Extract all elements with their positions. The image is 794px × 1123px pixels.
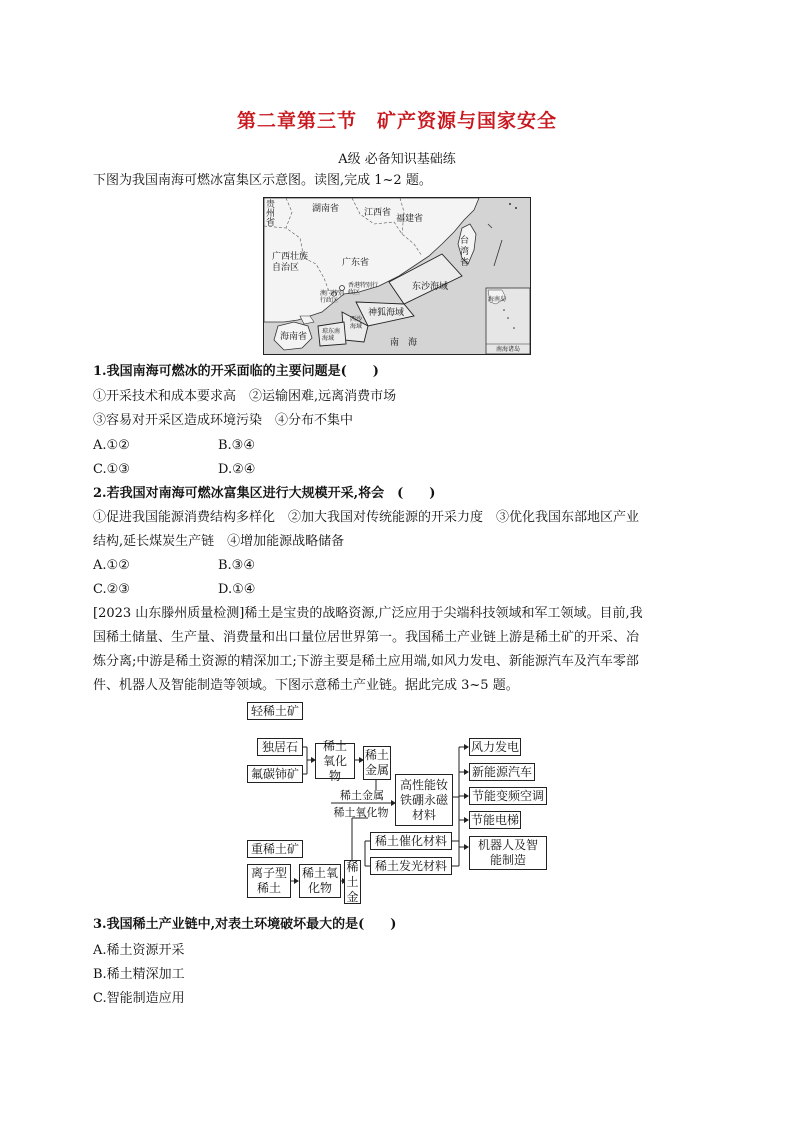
label-taiwan: 台湾省 — [460, 236, 470, 268]
box-metal-1: 稀土金属 — [363, 746, 391, 780]
box-ionic-ore: 离子型稀土 — [247, 864, 291, 898]
box-oxide-2: 稀土氧化物 — [299, 864, 341, 898]
q1-stem: 1.我国南海可燃冰的开采面临的主要问题是( ) — [93, 364, 379, 379]
box-catalyst: 稀土催化材料 — [370, 832, 452, 850]
intro-text: 下图为我国南海可燃冰富集区示意图。读图,完成 1~2 题。 — [93, 173, 432, 188]
box-ndfeb-magnet: 高性能钕铁硼永磁材料 — [395, 774, 453, 826]
label-shenhu: 神狐海域 — [368, 308, 405, 318]
passage-line-3: 炼分离;中游是稀土资源的精深加工;下游主要是稀土应用端,如风力发电、新能源汽车及汽车零部 — [93, 654, 639, 669]
q2-choice-c[interactable]: C.②③ — [93, 582, 130, 597]
label-metal-flow: 稀土金属 — [340, 788, 384, 802]
box-bastnaesite: 氟碳铈矿 — [247, 765, 303, 783]
box-wind-power: 风力发电 — [469, 738, 521, 756]
page-title: 第二章第三节 矿产资源与国家安全 — [236, 110, 557, 132]
box-light-ore: 轻稀土矿 — [247, 702, 303, 720]
box-inverter-ac: 节能变频空调 — [469, 787, 547, 805]
box-heavy-ore: 重稀土矿 — [247, 840, 303, 858]
label-hainan-inset: 海南岛 — [488, 296, 507, 303]
box-nev: 新能源汽车 — [469, 763, 535, 781]
q1-choice-d[interactable]: D.②④ — [218, 462, 256, 477]
box-robotics: 机器人及智能制造 — [469, 836, 547, 870]
label-guizhou: 贵州省 — [266, 200, 276, 228]
q2-opts-a: ①促进我国能源消费结构多样化 ②加大我国对传统能源的开采力度 ③优化我国东部地区产业 — [93, 510, 640, 525]
q1-choice-a[interactable]: A.①② — [93, 438, 130, 453]
q1-opts-b: ③容易对开采区造成环境污染 ④分布不集中 — [93, 413, 354, 428]
box-elevator: 节能电梯 — [469, 811, 521, 829]
rare-earth-chain-diagram — [245, 700, 550, 905]
label-xisha: 西沙海域 — [350, 316, 363, 330]
passage-line-1: [2023 山东滕州质量检测]稀土是宝贵的战略资源,广泛应用于尖端科技领域和军工领域。目前,我 — [93, 606, 643, 621]
box-monazite: 独居石 — [257, 738, 303, 756]
label-inset-caption: 南海诸岛 — [496, 346, 521, 353]
box-luminescent: 稀土发光材料 — [370, 857, 452, 875]
q2-choice-d[interactable]: D.①④ — [218, 582, 256, 597]
section-level-label: A级 必备知识基础练 — [338, 152, 456, 167]
q2-stem: 2.若我国对南海可燃冰富集区进行大规模开采,将会 ( ) — [93, 486, 436, 501]
q2-choice-a[interactable]: A.①② — [93, 558, 130, 573]
q2-opts-b: 结构,延长煤炭生产链 ④增加能源战略储备 — [93, 534, 345, 549]
q1-choice-b[interactable]: B.③④ — [218, 438, 255, 453]
label-hainan: 海南省 — [280, 332, 308, 342]
label-jiangxi: 江西省 — [364, 208, 392, 218]
label-nanhai: 南 海 — [390, 338, 418, 348]
q2-choice-b[interactable]: B.③④ — [218, 558, 255, 573]
label-guangxi: 广西壮族自治区 — [272, 252, 309, 273]
south-china-sea-map — [263, 197, 531, 355]
label-hunan: 湖南省 — [312, 204, 340, 214]
label-fujian: 福建省 — [396, 214, 424, 224]
label-oxide-flow: 稀土氧化物 — [333, 805, 389, 819]
q1-opts-a: ①开采技术和成本要求高 ②运输困难,远离消费市场 — [93, 389, 397, 404]
passage-line-4: 件、机器人及智能制造等领域。下图示意稀土产业链。据此完成 3~5 题。 — [93, 678, 519, 693]
q3-choice-a[interactable]: A.稀土资源开采 — [93, 943, 185, 958]
box-alloy: 稀土金 — [344, 860, 361, 904]
q3-stem: 3.我国稀土产业链中,对表土环境破坏最大的是( ) — [93, 917, 397, 932]
q1-choice-c[interactable]: C.①③ — [93, 462, 130, 477]
label-macau: 澳门特别行政区 — [320, 290, 345, 304]
label-qiongdongnan: 琼东南海域 — [322, 328, 341, 342]
label-hongkong: 香港特别行政区 — [348, 282, 379, 296]
q3-choice-b[interactable]: B.稀土精深加工 — [93, 967, 185, 982]
label-guangdong: 广东省 — [342, 258, 370, 268]
q3-choice-c[interactable]: C.智能制造应用 — [93, 991, 185, 1006]
passage-line-2: 国稀土储量、生产量、消费量和出口量位居世界第一。我国稀土产业链上游是稀土矿的开采、冶 — [93, 630, 640, 645]
label-dongsha: 东沙海域 — [412, 282, 449, 292]
box-oxide-1: 稀土氧化物 — [315, 743, 355, 779]
